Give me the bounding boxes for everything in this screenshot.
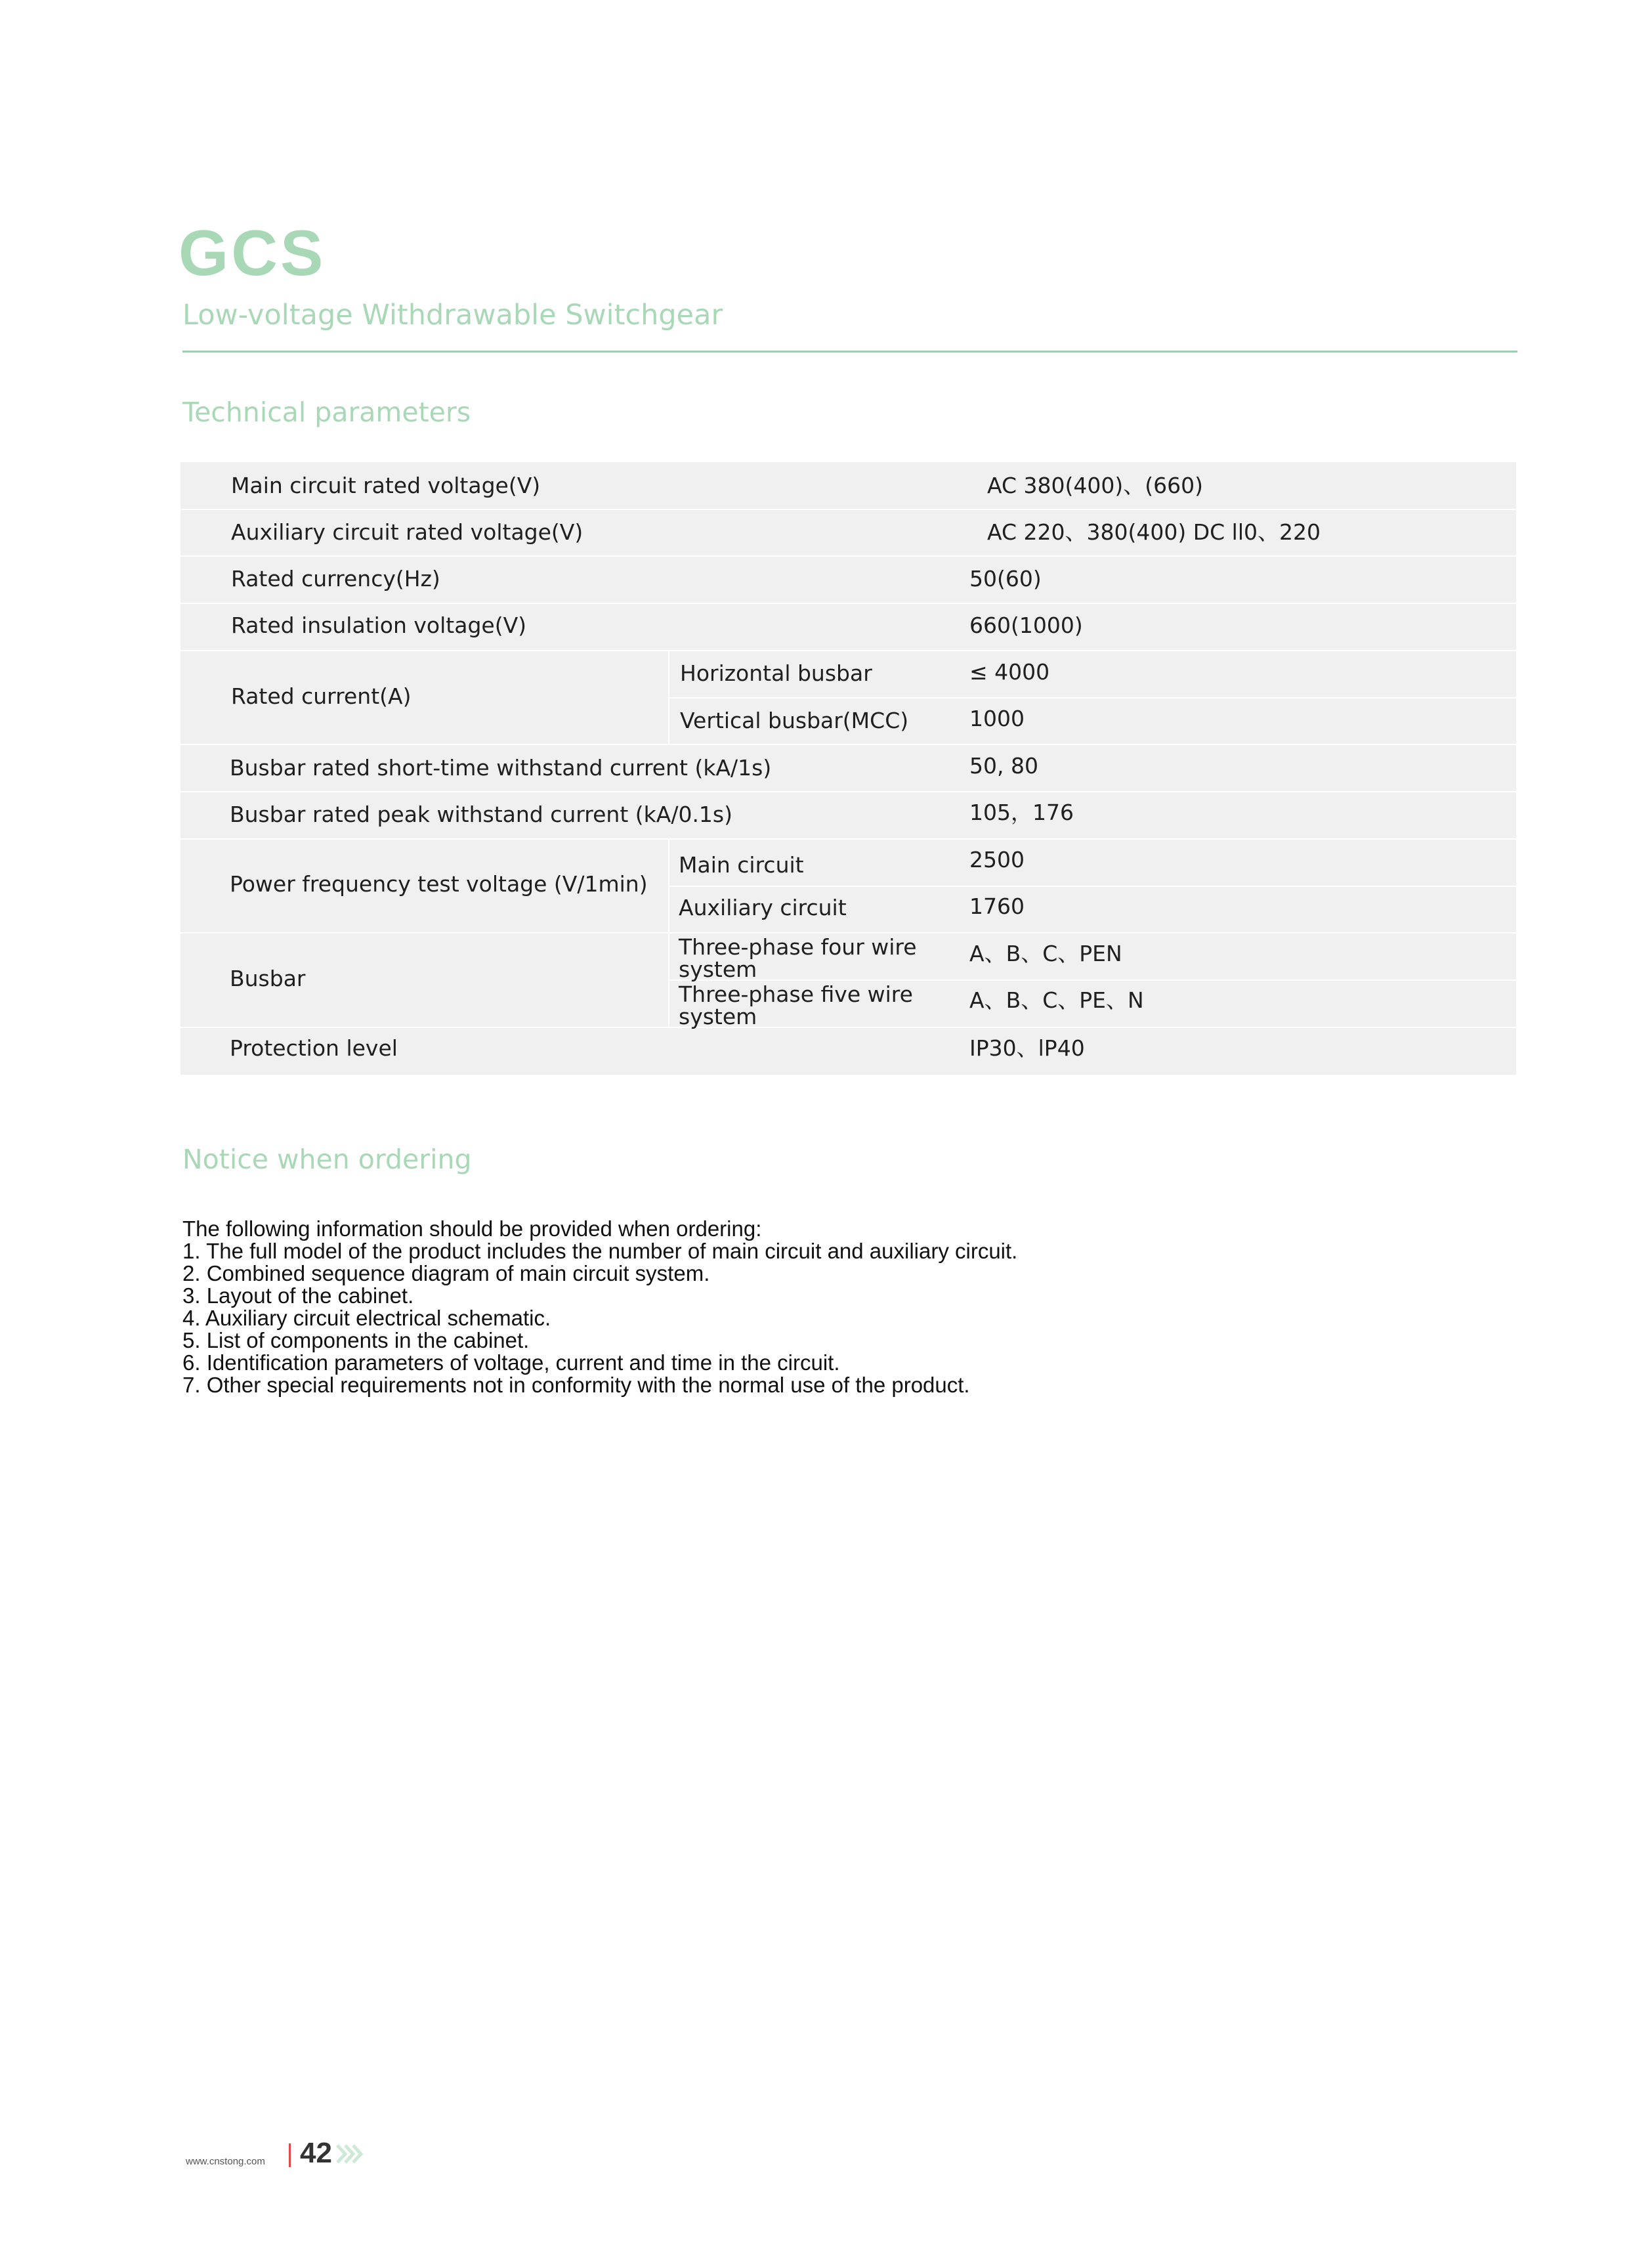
technical-parameters-heading: Technical parameters xyxy=(182,397,471,428)
param-label: Busbar xyxy=(230,966,306,991)
chevron-double-right-icon xyxy=(336,2144,365,2167)
param-value: 105，176 xyxy=(969,800,1074,825)
brand-title: GCS xyxy=(179,217,326,289)
param-label: Busbar rated short-time withstand current (kA/1s) xyxy=(230,755,772,781)
row-divider xyxy=(180,838,1516,840)
param-label: Busbar rated peak withstand current (kA/0.1s) xyxy=(230,802,732,827)
param-label: Auxiliary circuit rated voltage(V) xyxy=(231,519,583,545)
list-item: 3. Layout of the cabinet. xyxy=(182,1283,414,1308)
param-label: Protection level xyxy=(230,1035,398,1061)
param-value: 660(1000) xyxy=(969,613,1083,638)
row-divider xyxy=(180,509,1516,510)
param-value: AC 220、380(400) DC ll0、220 xyxy=(987,519,1321,545)
param-sublabel: Auxiliary circuit xyxy=(679,895,847,920)
row-divider xyxy=(180,791,1516,792)
param-value: 1760 xyxy=(969,893,1025,919)
row-divider xyxy=(669,697,1516,699)
footer-divider xyxy=(289,2143,291,2167)
param-label: Main circuit rated voltage(V) xyxy=(231,473,541,498)
param-value: A、B、C、PE、N xyxy=(969,987,1144,1013)
param-value: 2500 xyxy=(969,847,1025,872)
list-item: 7. Other special requirements not in conformity with the normal use of the product. xyxy=(182,1373,970,1397)
list-item: 2. Combined sequence diagram of main circuit system. xyxy=(182,1261,710,1285)
param-label: Rated current(A) xyxy=(231,683,412,709)
param-sublabel: Three-phase five wire system xyxy=(679,981,913,1029)
header-divider xyxy=(182,351,1517,353)
row-divider xyxy=(180,744,1516,745)
technical-parameters-table xyxy=(180,462,1516,1075)
row-divider xyxy=(180,603,1516,604)
param-value: ≤ 4000 xyxy=(969,659,1050,685)
column-divider xyxy=(668,651,669,744)
page-number: 42 xyxy=(300,2137,332,2169)
param-sublabel: Main circuit xyxy=(679,852,804,878)
page-subtitle: Low-voltage Withdrawable Switchgear xyxy=(182,299,723,332)
footer-url: www.cnstong.com xyxy=(186,2156,265,2167)
param-value: 50, 80 xyxy=(969,753,1038,779)
param-value: 1000 xyxy=(969,706,1025,731)
row-divider xyxy=(180,555,1516,557)
notice-intro: The following information should be provided when ordering: xyxy=(182,1216,762,1241)
row-divider xyxy=(180,650,1516,651)
list-item: 5. List of components in the cabinet. xyxy=(182,1328,530,1352)
column-divider xyxy=(668,839,669,1027)
param-value: AC 380(400)、(660) xyxy=(987,473,1203,498)
param-label: Rated insulation voltage(V) xyxy=(231,613,527,638)
param-value: A、B、C、PEN xyxy=(969,941,1122,966)
param-sublabel: Vertical busbar(MCC) xyxy=(680,708,909,733)
row-divider xyxy=(669,886,1516,887)
notice-heading: Notice when ordering xyxy=(182,1144,472,1175)
list-item: 4. Auxiliary circuit electrical schematic. xyxy=(182,1306,551,1330)
param-sublabel: Horizontal busbar xyxy=(680,660,872,686)
param-value: IP30、lP40 xyxy=(969,1035,1085,1061)
param-label: Rated currency(Hz) xyxy=(231,566,440,591)
list-item: 6. Identification parameters of voltage, current and time in the circuit. xyxy=(182,1350,840,1375)
row-divider xyxy=(180,932,1516,934)
param-value: 50(60) xyxy=(969,566,1042,591)
param-sublabel: Three-phase four wire system xyxy=(679,934,917,982)
notice-list xyxy=(182,1218,1017,1396)
param-label: Power frequency test voltage (V/1min) xyxy=(230,871,648,897)
list-item: 1. The full model of the product includes the number of main circuit and auxiliary circuit. xyxy=(182,1239,1018,1263)
